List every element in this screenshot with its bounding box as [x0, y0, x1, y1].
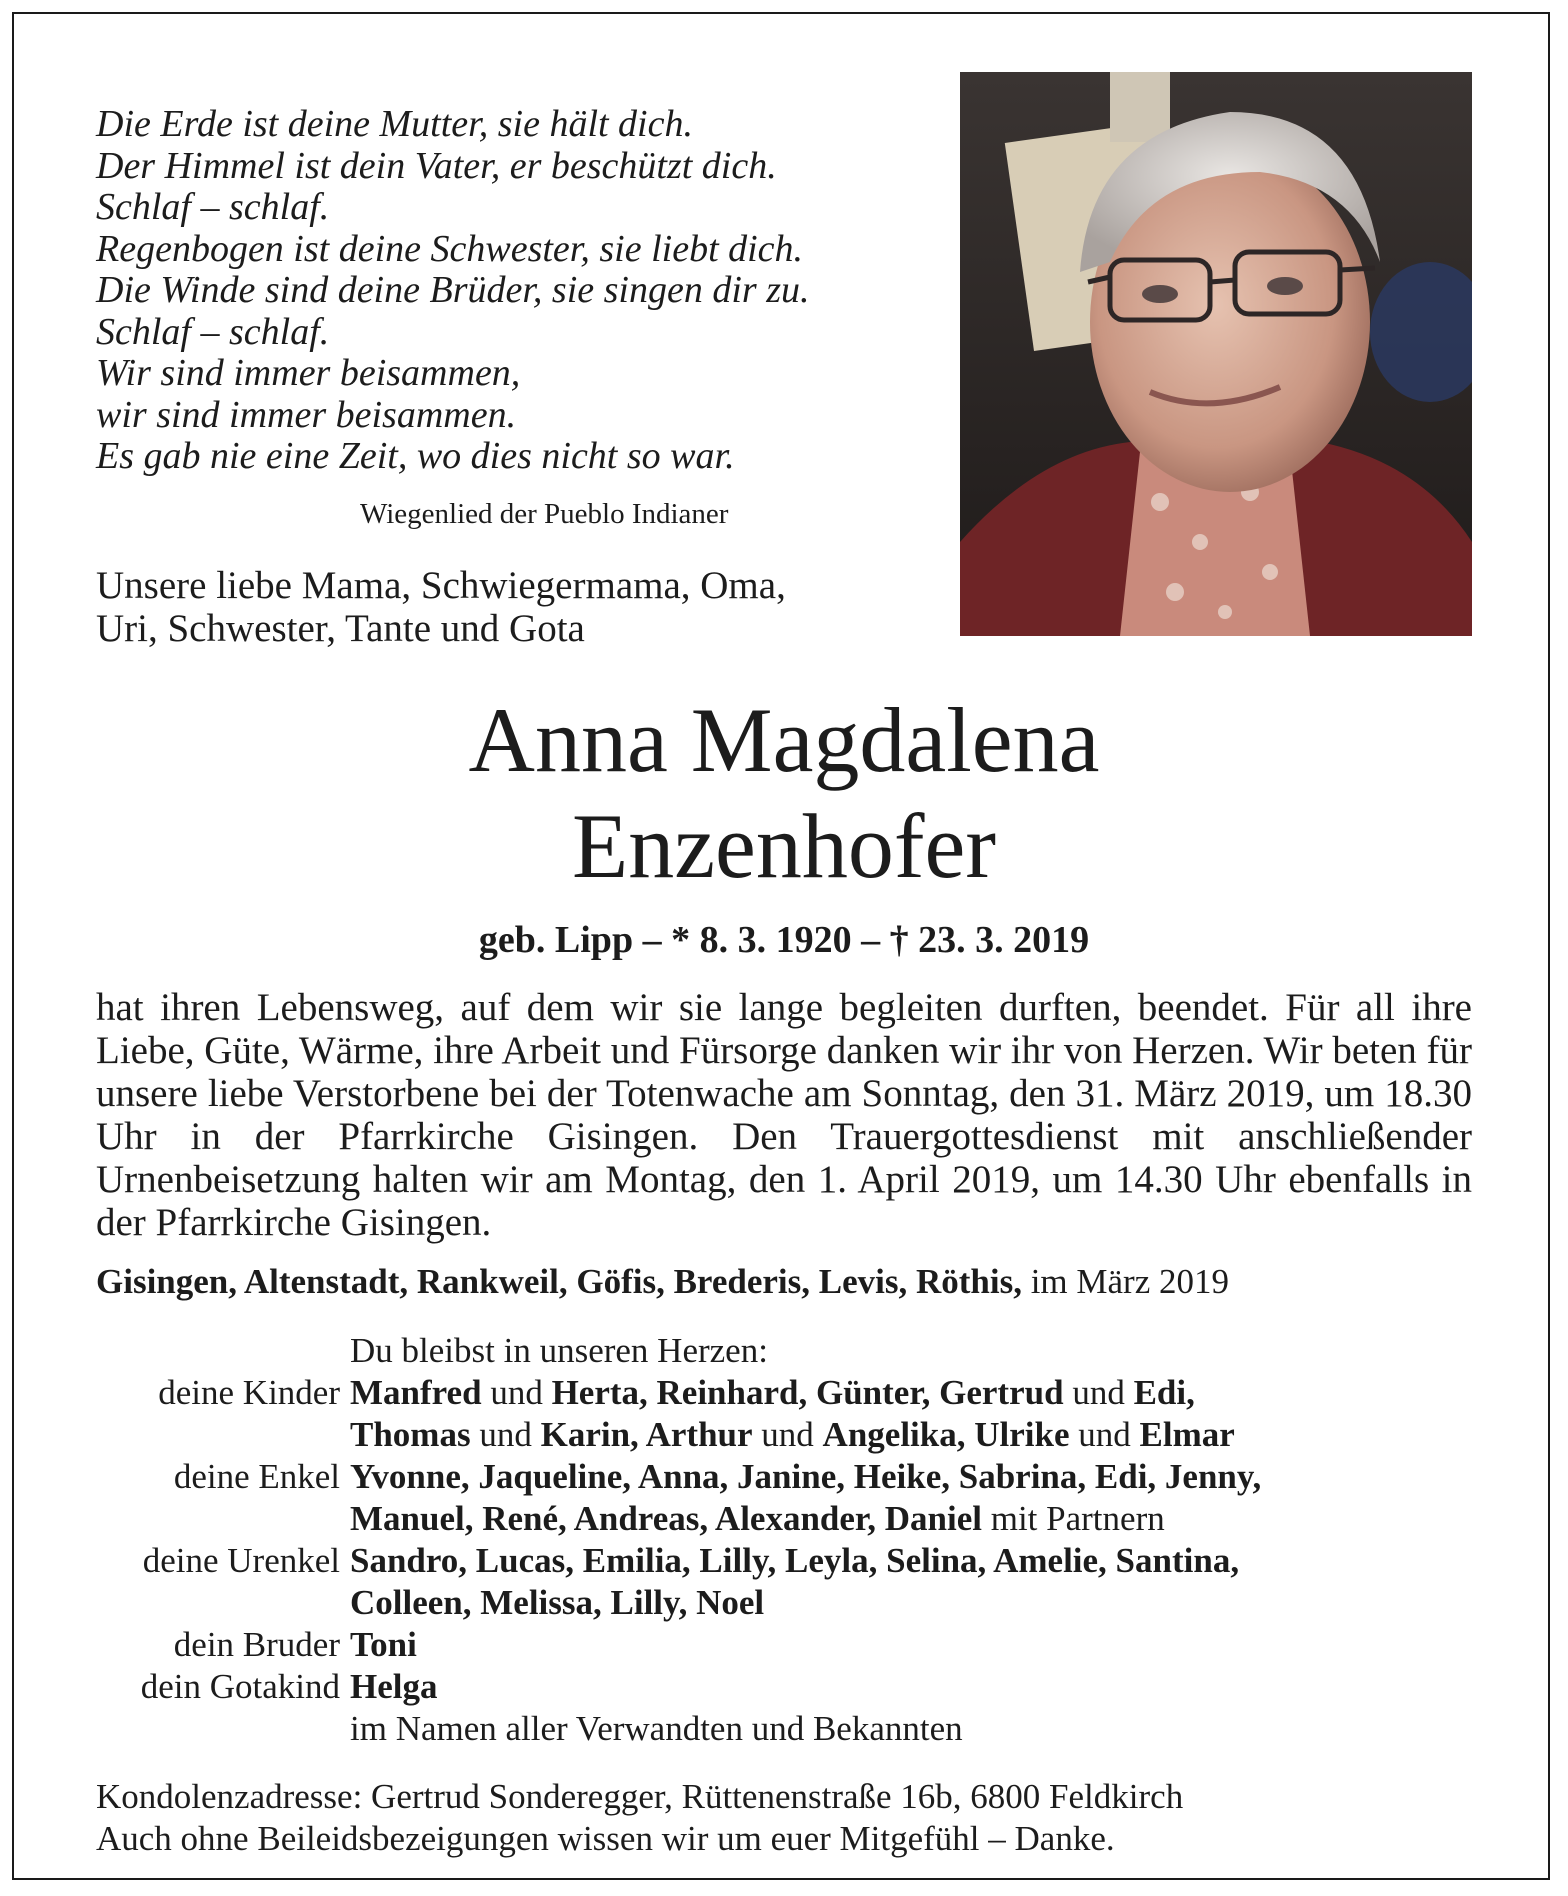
family-row [96, 1582, 1496, 1624]
family-row [96, 1372, 1496, 1414]
poem-line: Wir sind immer beisammen, [96, 352, 521, 394]
family-names [350, 1498, 1165, 1540]
family-heading: Du bleibst in unseren Herzen: [350, 1331, 768, 1370]
intro-line: Uri, Schwester, Tante und Gota [96, 607, 585, 650]
family-relation-label: dein Gotakind [140, 1667, 340, 1706]
family-row [96, 1540, 1496, 1582]
family-member-name: Colleen, Melissa, Lilly, Noel [350, 1583, 765, 1622]
connector-text: und [481, 1373, 552, 1412]
family-relation-label: deine Enkel [173, 1457, 340, 1496]
connector-text: und [1069, 1415, 1140, 1454]
intro [96, 564, 856, 650]
family-row [96, 1624, 1496, 1666]
poem-line: Der Himmel ist dein Vater, er beschützt dich. [96, 144, 777, 187]
connector-text: und [470, 1415, 541, 1454]
family-closing: im Namen aller Verwandten und Bekannten [350, 1709, 963, 1748]
family-closing-row [96, 1708, 1496, 1750]
family-relation-label: deine Urenkel [142, 1541, 340, 1580]
family-relation-label: deine Kinder [158, 1373, 340, 1412]
family-member-name: Yvonne, Jaqueline, Anna, Janine, Heike, Sabrina, Edi, Jenny, [350, 1457, 1262, 1496]
family-member-name: Toni [350, 1625, 417, 1664]
poem-line: Die Winde sind deine Brüder, sie singen dir zu. [96, 269, 810, 311]
family-names [350, 1540, 1239, 1582]
deceased-first-names: Anna Magdalena [468, 689, 1100, 791]
family-member-name: Sandro, Lucas, Emilia, Lilly, Leyla, Selina, Amelie, Santina, [350, 1541, 1240, 1580]
family-names [350, 1456, 1261, 1498]
portrait-photo [960, 72, 1472, 636]
connector-text: mit Partnern [981, 1499, 1165, 1538]
family-relation-label [96, 1582, 340, 1624]
places-names: Gisingen, Altenstadt, Rankweil, Göfis, Brederis, Levis, Röthis, [96, 1262, 1022, 1301]
places-date: im März 2019 [1021, 1262, 1229, 1301]
family-member-name: Helga [350, 1667, 438, 1706]
family-member-name: Thomas [350, 1415, 471, 1454]
poem-line: Schlaf – schlaf. [96, 186, 330, 228]
connector-text: und [1063, 1373, 1134, 1412]
obituary-text: hat ihren Lebensweg, auf dem wir sie lange begleiten durften, beendet. Für all ihre Liebe, Güte, Wärme, ihre Arbeit und Fürsorge danken wir ihr von Herzen. Wir beten für unsere liebe Verstorbene bei der Totenwache am Sonntag, den 31. März 2019, um 18.30 Uhr in der Pfarrkirche Gisingen. Den Trauergottesdienst mit anschließender Urnenbeisetzung halten wir am Montag, den 1. April 2019, um 14.30 Uhr ebenfalls in der Pfarrkirche Gisingen. [96, 986, 1473, 1244]
life-dates: geb. Lipp – * 8. 3. 1920 – † 23. 3. 2019 [478, 919, 1090, 961]
family-row [96, 1666, 1496, 1708]
thanks-line: Auch ohne Beileidsbezeigungen wissen wir um euer Mitgefühl – Danke. [96, 1819, 1115, 1858]
deceased-surname: Enzenhofer [572, 795, 996, 897]
family-member-name: Angelika, Ulrike [822, 1415, 1070, 1454]
connector-text: und [752, 1415, 823, 1454]
family-member-name: Manfred [350, 1373, 482, 1412]
family-relation-label [96, 1414, 340, 1456]
footer [96, 1776, 1496, 1860]
family-member-name: Karin, Arthur [540, 1415, 753, 1454]
poem-line: Die Erde ist deine Mutter, sie hält dich. [96, 103, 693, 145]
condolence-address: Kondolenzadresse: Gertrud Sonderegger, Rüttenenstraße 16b, 6800 Feldkirch [96, 1777, 1184, 1816]
family-names [350, 1582, 764, 1624]
family-list [96, 1330, 1496, 1750]
family-relation-label: dein Bruder [173, 1625, 340, 1664]
family-names [350, 1414, 1235, 1456]
family-member-name: Manuel, René, Andreas, Alexander, Daniel [350, 1499, 982, 1538]
portrait-image [960, 72, 1472, 636]
family-member-name: Edi, [1133, 1373, 1195, 1412]
family-names [350, 1666, 437, 1708]
poem-line: Schlaf – schlaf. [96, 310, 330, 353]
places-line [96, 1262, 1472, 1302]
family-rows [96, 1372, 1496, 1708]
family-row [96, 1456, 1496, 1498]
family-names [350, 1372, 1195, 1414]
family-names [350, 1624, 417, 1666]
family-heading-row [96, 1330, 1496, 1372]
poem-line: Regenbogen ist deine Schwester, sie liebt dich. [96, 227, 804, 270]
poem [96, 104, 816, 478]
family-row [96, 1414, 1496, 1456]
intro-line: Unsere liebe Mama, Schwiegermama, Oma, [96, 564, 786, 607]
family-member-name: Elmar [1139, 1415, 1235, 1454]
poem-source: Wiegenlied der Pueblo Indianer [360, 498, 729, 530]
poem-line: Es gab nie eine Zeit, wo dies nicht so war. [96, 435, 735, 477]
family-relation-label [96, 1498, 340, 1540]
family-row [96, 1498, 1496, 1540]
poem-line: wir sind immer beisammen. [96, 393, 517, 436]
family-member-name: Herta, Reinhard, Günter, Gertrud [551, 1373, 1064, 1412]
